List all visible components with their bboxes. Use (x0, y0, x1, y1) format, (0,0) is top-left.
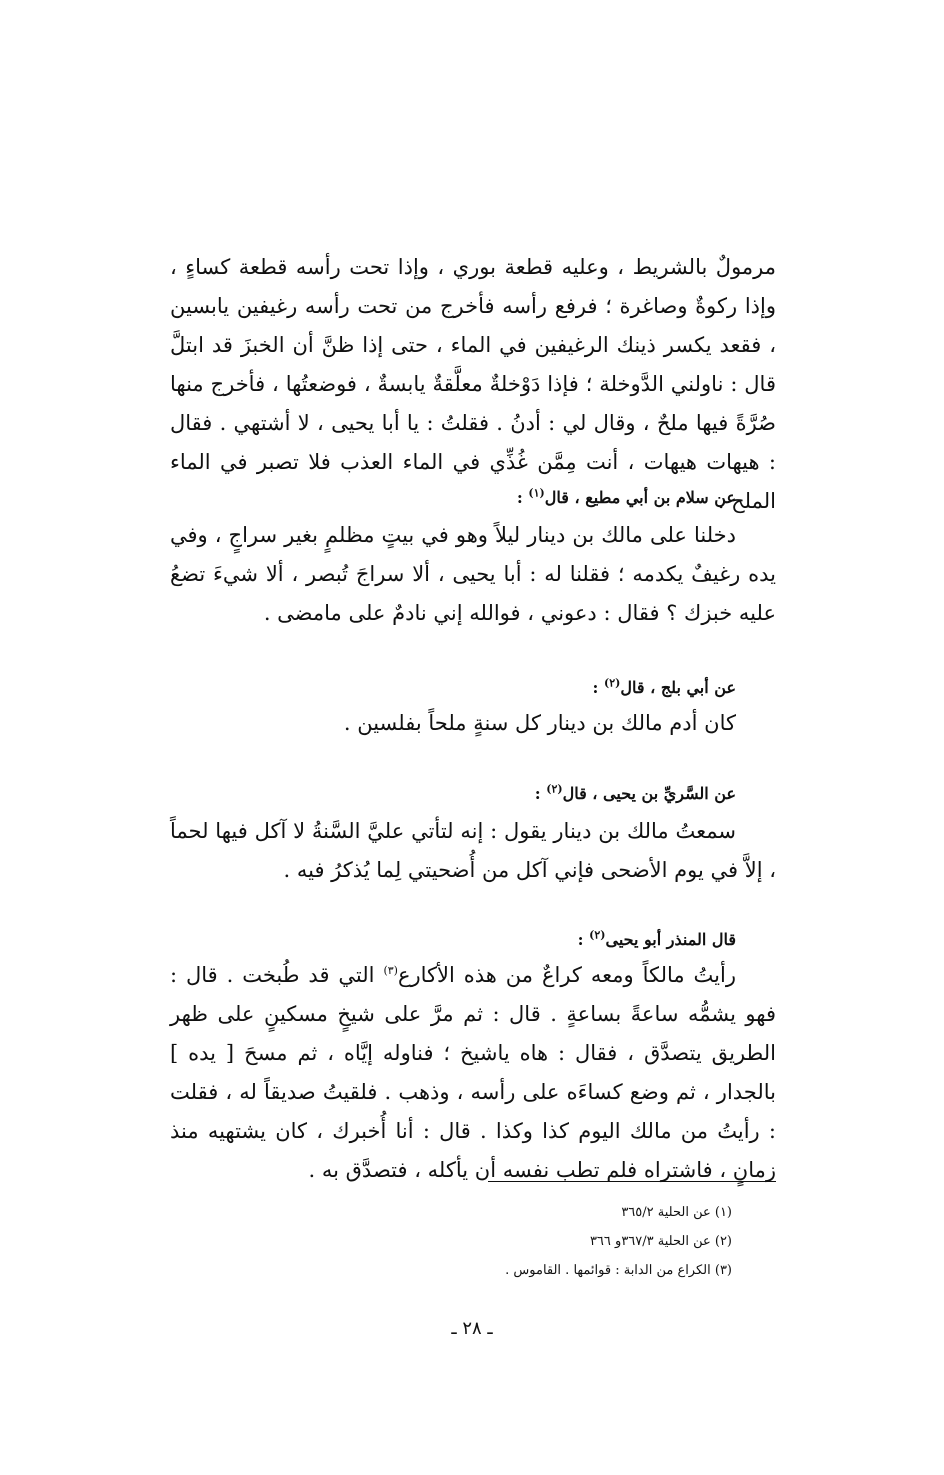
opening-paragraph-block (170, 248, 776, 521)
section-salam (170, 486, 776, 633)
footnote-1: (١) عن الحلية ٣٦٥/٢ (621, 1205, 732, 1220)
footnote-separator (488, 1181, 776, 1182)
opening-paragraph: مرمولٌ بالشريط ، وعليه قطعة بوري ، وإذا تحت رأسه قطعة كساءٍ ، وإذا ركوةٌ وصاغرة ؛ فرفع رأسه فأخرج من تحت رأسه رغيفين يابسين ، فقعد يكسر ذينك الرغيفين في الماء ، حتى إذا ظنَّ أن الخبزَ قد ابتلَّ قال : ناولني الدَّوخلة ؛ فإذا دَوْخلةٌ معلَّقةٌ يابسةٌ ، فوضعتُها ، فأخرج منها صُرَّةً فيها ملحٌ ، وقال لي : أدنُ . فقلتُ : يا أبا يحيى ، لا أشتهي . فقال : هيهات هيهات ، أنت مِمَّن غُذِّي في الماء العذب فلا تصبر في الماء الملح . (170, 255, 776, 513)
heading-end: : (592, 678, 604, 697)
section-paragraph: سمعتُ مالك بن دينار يقول : إنه لتأتي عليَّ السَّنةُ لا آكل فيها لحماً ، إلاَّ في يوم الأضحى فإني آكل من أُضحيتي لِما يُذكرُ فيه . (170, 819, 776, 882)
section-heading (170, 928, 776, 952)
heading-end: : (516, 488, 529, 507)
footnotes (232, 1198, 732, 1285)
note-ref: (١) (528, 486, 545, 500)
page-number: ـ ٢٨ ـ (451, 1318, 493, 1339)
section-sari (170, 782, 776, 890)
section-paragraph (170, 956, 776, 1190)
paragraph-rest: التي قد طُبخت . قال : فهو يشمُّه ساعةً بساعةٍ . قال : ثم مرَّ على شيخٍ مسكينٍ على ظهر الطريق يتصدَّق ، فقال : هاه ياشيخ ؛ فناوله إيَّاه ، ثم مسحَ [ يده ] بالجدار ، ثم وضع كساءَه على رأسه ، وذهب . فلقيتُ صديقاً له ، فقلت : رأيتُ من مالك اليوم كذا وكذا . قال : أنا أُخبرك ، كان يشتهيه منذ زمانٍ ، فاشتراه فلم تطب نفسه أن يأكله ، فتصدَّق به . (170, 963, 776, 1182)
heading-end: : (577, 930, 590, 949)
note-ref: (٢) (546, 782, 563, 796)
heading-text: عن السَّريِّ بن يحيى ، قال (562, 784, 736, 803)
heading-text: قال المنذر أبو يحيى (605, 930, 736, 949)
footnote-2: (٢) عن الحلية ٣٦٧/٣و ٣٦٦ (589, 1234, 732, 1249)
heading-text: عن سلام بن أبي مطيع ، قال (544, 488, 736, 507)
note-ref: (٢) (589, 928, 606, 942)
note-ref: (٢) (604, 676, 621, 690)
section-mundhir (170, 928, 776, 1190)
paragraph-start: رأيتُ مالكاً ومعه كراعٌ من هذه الأكارع (397, 963, 736, 987)
footnote-3: (٣) الكراع من الدابة : قوائمها . القاموس . (505, 1263, 732, 1278)
section-heading (170, 676, 776, 700)
heading-end: : (534, 784, 547, 803)
section-heading (170, 486, 776, 510)
section-heading (170, 782, 776, 806)
note-ref: (٣) (383, 964, 398, 977)
section-abi-balj (170, 676, 776, 743)
section-paragraph: دخلنا على مالك بن دينار ليلاً وهو في بيتٍ مظلمٍ بغير سراجٍ ، وفي يده رغيفٌ يكدمه ؛ فقلنا له : أبا يحيى ، ألا سراجَ تُبصر ، ألا شيءَ تضعُ عليه خبزك ؟ فقال : دعوني ، فوالله إني نادمٌ على مامضى . (170, 523, 776, 625)
section-paragraph: كان أدم مالك بن دينار كل سنةٍ ملحاً بفلسين . (343, 711, 736, 735)
heading-text: عن أبي بلج ، قال (620, 678, 736, 697)
